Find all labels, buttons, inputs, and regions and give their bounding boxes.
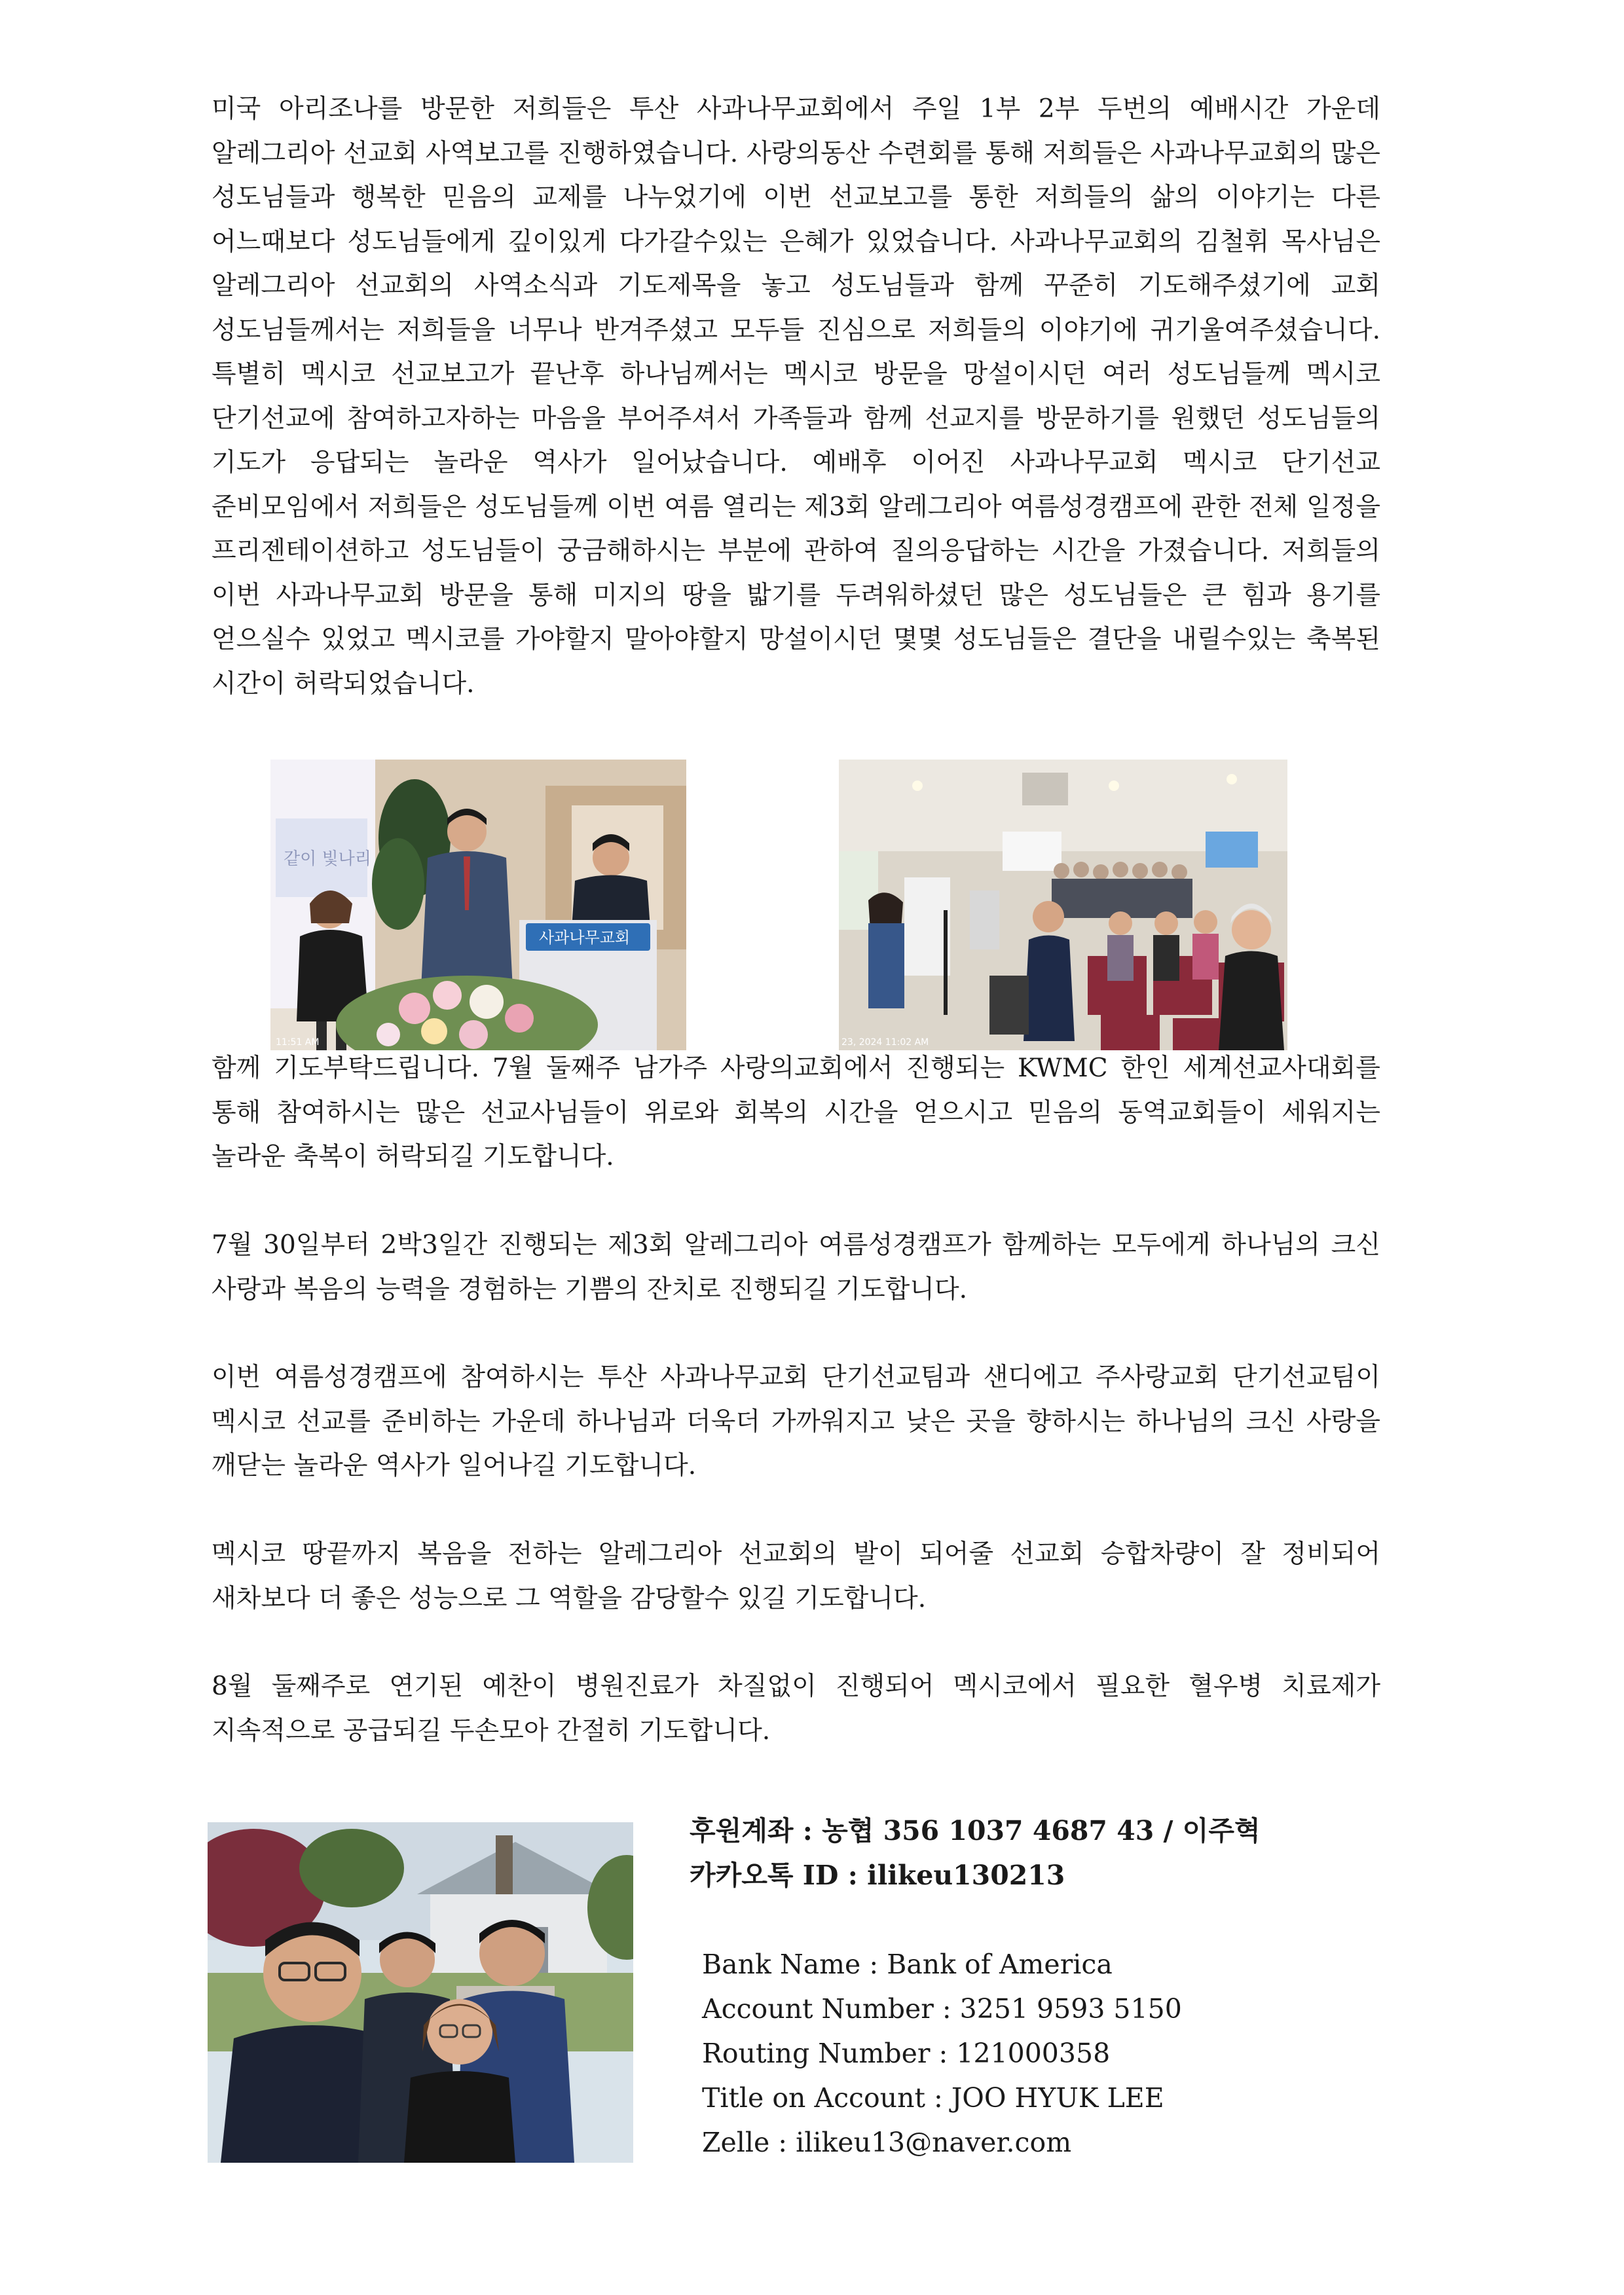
prayer-paragraph-teams: 이번 여름성경캠프에 참여하시는 투산 사과나무교회 단기선교팀과 샌디에고 주사랑교회 단기선교팀이 멕시코 선교를 준비하는 가운데 하나님과 더욱더 가까워지고 낮은 곳을 향하시는 하나님의 크신 사랑을 깨닫는 놀라운 역사가 일어나길 기도합니다. [212, 1363, 1380, 1480]
podium-text: 사과나무교회 [539, 928, 631, 947]
prayer-paragraph-camp: 7월 30일부터 2박3일간 진행되는 제3회 알레그리아 여름성경캠프가 함께하는 모두에게 하나님의 크신 사랑과 복음의 능력을 경험하는 기쁨의 잔치로 진행되길 기도합니다. [212, 1230, 1380, 1304]
photo-timestamp: 23, 2024 11:02 AM [841, 1037, 929, 1048]
photo-timestamp: 11:51 AM [276, 1037, 320, 1048]
zelle-email: Zelle : ilikeu13@naver.com [702, 2127, 1072, 2158]
kakao-id: 카카오톡 ID : ilikeu130213 [690, 1860, 1065, 1891]
prayer-paragraph-kwmc: 함께 기도부탁드립니다. 7월 둘째주 남가주 사랑의교회에서 진행되는 KWMC 한인 세계선교사대회를 통해 참여하시는 많은 선교사님들이 위로와 회복의 시간을 얻으시고 믿음의 동역교회들이 세워지는 놀라운 축복이 허락되길 기도합니다. [212, 1054, 1380, 1171]
prayer-paragraph-vehicle: 멕시코 땅끝까지 복음을 전하는 알레그리아 선교회의 발이 되어줄 선교회 승합차량이 잘 정비되어 새차보다 더 좋은 성능으로 그 역할을 감당할수 있길 기도합니다. [212, 1539, 1380, 1613]
korea-account: 후원계좌 : 농협 356 1037 4687 43 / 이주혁 [690, 1815, 1261, 1846]
bank-name: Bank Name : Bank of America [702, 1949, 1113, 1980]
intro-paragraph: 미국 아리조나를 방문한 저희들은 투산 사과나무교회에서 주일 1부 2부 두번의 예배시간 가운데 알레그리아 선교회 사역보고를 진행하였습니다. 사랑의동산 수련회를 통해 저희들은 사과나무교회의 많은 성도님들과 행복한 믿음의 교제를 나누었기에 이번 선교보고를 통한 저희들의 삶의 이야기는 다른 어느때보다 성도님들에게 깊이있게 다가갈수있는 은혜가 있었습니다. 사과나무교회의 김철휘 목사님은 알레그리아 선교회의 사역소식과 기도제목을 놓고 성도님들과 함께 꾸준히 기도해주셨기에 교회 성도님들께서는 저희들을 너무나 반겨주셨고 모두들 진심으로 저희들의 이야기에 귀기울여주셨습니다. 특별히 멕시코 선교보고가 끝난후 하나님께서는 멕시코 방문을 망설이시던 여러 성도님들께 멕시코 단기선교에 참여하고자하는 마음을 부어주셔서 가족들과 함께 선교지를 방문하기를 원했던 성도님들의 기도가 응답되는 놀라운 역사가 일어났습니다. 예배후 이어진 사과나무교회 멕시코 단기선교 준비모임에서 저희들은 성도님들께 이번 여름 열리는 제3회 알레그리아 여름성경캠프에 관한 전체 일정을 프리젠테이션하고 성도님들이 궁금해하시는 부분에 관하여 질의응답하는 시간을 가졌습니다. 저희들의 이번 사과나무교회 방문을 통해 미지의 땅을 밟기를 두려워하셨던 많은 성도님들은 큰 힘과 용기를 얻으실수 있었고 멕시코를 가야할지 말아야할지 망설이시던 몇몇 성도님들은 결단을 내릴수있는 축복된 시간이 허락되었습니다. [212, 94, 1380, 699]
pulpit-photo [270, 760, 686, 1050]
family-photo [208, 1822, 633, 2163]
us-support-info [702, 1942, 1182, 2165]
korea-support-info [690, 1808, 1261, 1898]
congregation-photo [839, 760, 1287, 1050]
prayer-paragraph-hospital: 8월 둘째주로 연기된 예찬이 병원진료가 차질없이 진행되어 멕시코에서 필요한 혈우병 치료제가 지속적으로 공급되길 두손모아 간절히 기도합니다. [212, 1672, 1380, 1746]
routing-number: Routing Number : 121000358 [702, 2038, 1111, 2069]
account-number: Account Number : 3251 9593 5150 [702, 1993, 1182, 2025]
screen-text: 같이 빛나리 [284, 849, 371, 869]
account-title: Title on Account : JOO HYUK LEE [702, 2082, 1164, 2114]
